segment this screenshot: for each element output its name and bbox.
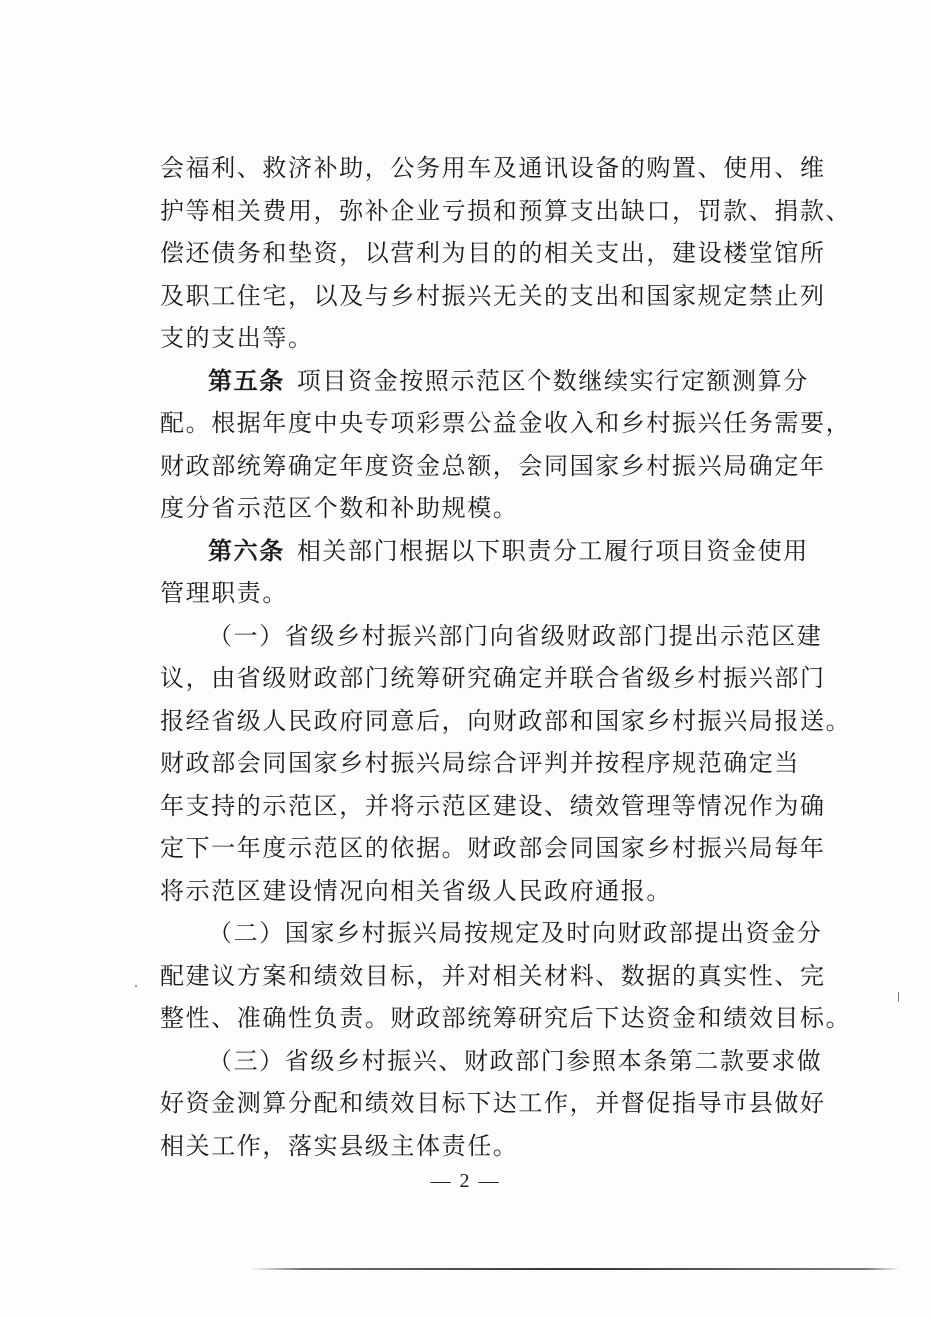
text-line: 项目资金按照示范区个数继续实行定额测算分 (296, 366, 809, 395)
text-line: 议，由省级财政部门统筹研究确定并联合省级乡村振兴部门 (160, 664, 826, 692)
article-5-label: 第五条 (208, 366, 285, 395)
scan-edge-line (250, 1268, 900, 1270)
page-number: — 2 — (430, 1170, 501, 1192)
article-5-first-line (160, 360, 809, 403)
item-3-first-line: （三）省级乡村振兴、财政部门参照本条第二款要求做 (208, 1046, 823, 1075)
text-line: 好资金测算分配和绩效目标下达工作，并督促指导市县做好 (160, 1089, 826, 1117)
article-6-label: 第六条 (208, 536, 285, 565)
item-2-first-line: （二）国家乡村振兴局按规定及时向财政部提出资金分 (208, 919, 823, 947)
article-6-first-line (160, 530, 809, 573)
text-line: 会福利、救济补助，公务用车及通讯设备的购置、使用、维 (160, 154, 826, 182)
scan-speck (898, 992, 899, 1002)
text-line: 管理职责。 (160, 579, 288, 607)
text-line: 财政部会同国家乡村振兴局综合评判并按程序规范确定当 (160, 749, 800, 777)
scan-speck (135, 985, 137, 987)
text-line: 报经省级人民政府同意后，向财政部和国家乡村振兴局报送。 (160, 706, 852, 735)
text-line: 度分省示范区个数和补助规模。 (160, 494, 519, 522)
text-line: 定下一年度示范区的依据。财政部会同国家乡村振兴局每年 (160, 834, 826, 862)
text-line: 整性、准确性负责。财政部统筹研究后下达资金和绩效目标。 (160, 1004, 852, 1032)
text-line: 支的支出等。 (160, 324, 314, 352)
text-line: 及职工住宅，以及与乡村振兴无关的支出和国家规定禁止列 (160, 281, 826, 310)
text-line: 护等相关费用，弥补企业亏损和预算支出缺口，罚款、捐款、 (160, 196, 852, 225)
text-line: 相关工作，落实县级主体责任。 (160, 1131, 519, 1160)
item-1-first-line: （一）省级乡村振兴部门向省级财政部门提出示范区建 (208, 621, 823, 650)
text-line: 将示范区建设情况向相关省级人民政府通报。 (160, 876, 672, 905)
text-line: 年支持的示范区，并将示范区建设、绩效管理等情况作为确 (160, 791, 826, 820)
text-line: 配。根据年度中央专项彩票公益金收入和乡村振兴任务需要， (160, 409, 852, 437)
body-text (160, 147, 852, 1167)
text-line: 配建议方案和绩效目标，并对相关材料、数据的真实性、完 (160, 961, 826, 990)
text-line: 偿还债务和垫资，以营利为目的的相关支出，建设楼堂馆所 (160, 239, 826, 267)
text-line: 财政部统筹确定年度资金总额，会同国家乡村振兴局确定年 (160, 451, 826, 480)
text-line: 相关部门根据以下职责分工履行项目资金使用 (296, 536, 809, 565)
